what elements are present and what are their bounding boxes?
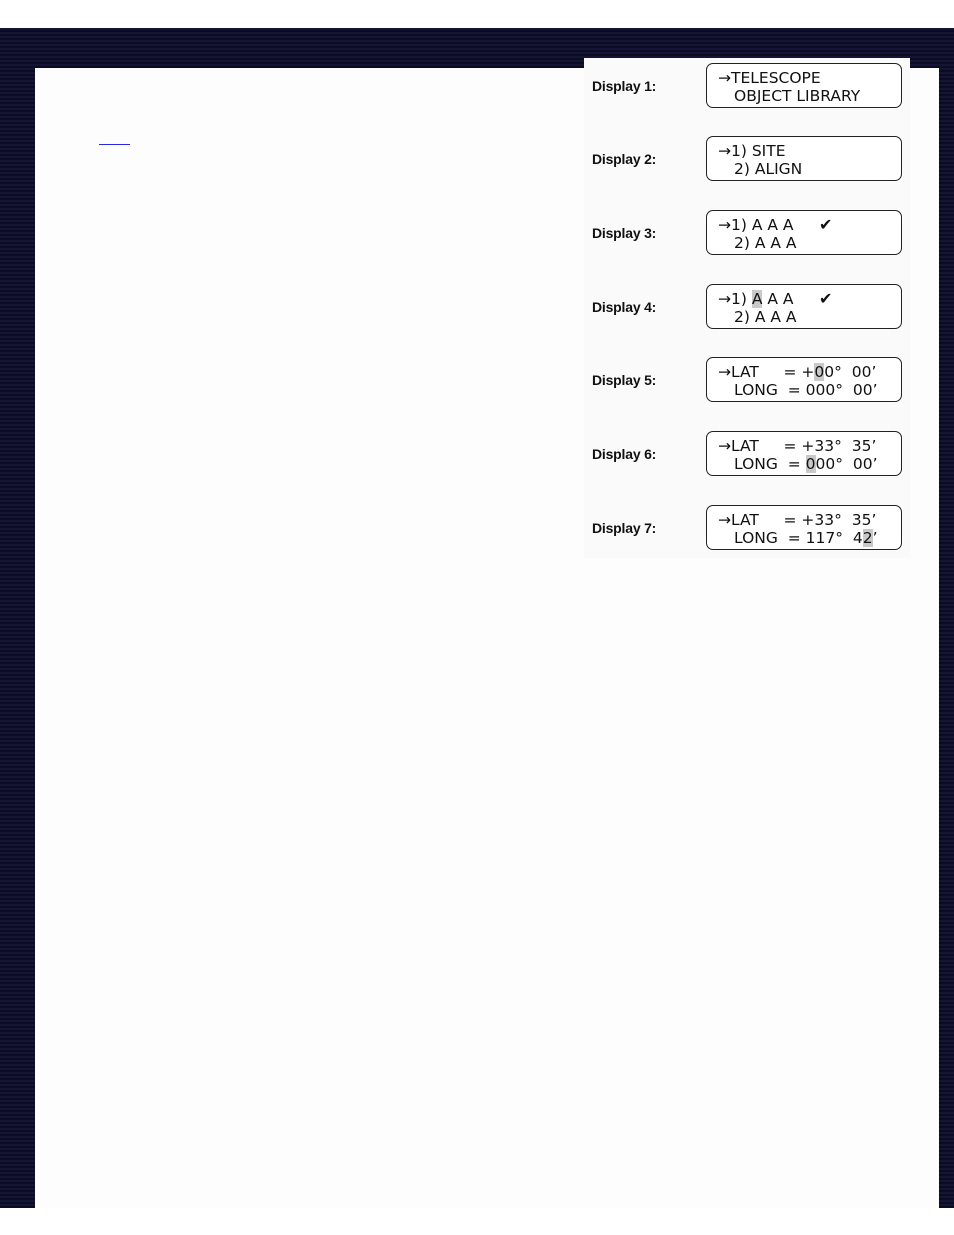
display-row-7	[584, 500, 910, 552]
lcd-text: 1)	[731, 290, 752, 308]
arrow-icon: →	[718, 216, 731, 234]
lcd-line-1	[718, 216, 794, 234]
lcd-text: LAT = +	[731, 363, 815, 381]
display-row-3	[584, 205, 910, 257]
lcd-screen	[706, 210, 902, 255]
lcd-line-1	[718, 511, 876, 529]
page-link[interactable]	[99, 130, 130, 145]
lcd-text: 2) A A A	[734, 308, 797, 326]
lcd-line-2	[734, 87, 860, 105]
lcd-text: 2) A A A	[734, 234, 797, 252]
lcd-screen	[706, 136, 902, 181]
display-row-2	[584, 131, 910, 183]
display-label: Display 1:	[592, 78, 657, 94]
lcd-text: 1) A A A	[731, 216, 794, 234]
arrow-icon: →	[718, 363, 731, 381]
lcd-line-1	[718, 69, 821, 87]
lcd-screen	[706, 431, 902, 476]
lcd-text: 2) ALIGN	[734, 160, 803, 178]
lcd-text: A A	[762, 290, 794, 308]
display-label: Display 4:	[592, 299, 657, 315]
lcd-display-panel	[584, 58, 910, 558]
display-label: Display 7:	[592, 520, 657, 536]
lcd-text: LAT = +33° 35’	[731, 511, 877, 529]
lcd-line-2	[734, 234, 797, 252]
checkmark-icon: ✔	[819, 289, 833, 308]
lcd-line-2	[734, 455, 878, 473]
cursor-highlight: 0	[805, 455, 816, 473]
lcd-line-1	[718, 142, 786, 160]
lcd-text: LONG = 117° 4	[734, 529, 863, 547]
lcd-text: ’	[872, 529, 878, 547]
display-row-6	[584, 426, 910, 478]
arrow-icon: →	[718, 437, 731, 455]
lcd-text: TELESCOPE	[731, 69, 821, 87]
lcd-line-2	[734, 529, 878, 547]
display-label: Display 3:	[592, 225, 657, 241]
lcd-text: LONG = 000° 00’	[734, 381, 878, 399]
lcd-text: LAT = +33° 35’	[731, 437, 877, 455]
cursor-highlight: A	[751, 290, 763, 308]
lcd-line-1	[718, 290, 794, 308]
lcd-text: 1) SITE	[731, 142, 786, 160]
display-row-5	[584, 352, 910, 404]
arrow-icon: →	[718, 142, 731, 160]
lcd-screen	[706, 357, 902, 402]
arrow-icon: →	[718, 69, 731, 87]
cursor-highlight: 0	[814, 363, 825, 381]
checkmark-icon: ✔	[819, 215, 833, 234]
arrow-icon: →	[718, 290, 731, 308]
lcd-line-1	[718, 437, 876, 455]
display-row-1	[584, 58, 910, 110]
lcd-text: OBJECT LIBRARY	[734, 87, 861, 105]
lcd-screen	[706, 63, 902, 108]
display-label: Display 2:	[592, 151, 657, 167]
lcd-text: 0° 00’	[824, 363, 877, 381]
lcd-line-1	[718, 363, 876, 381]
lcd-screen	[706, 505, 902, 550]
arrow-icon: →	[718, 511, 731, 529]
lcd-line-2	[734, 160, 802, 178]
lcd-line-2	[734, 308, 797, 326]
display-label: Display 6:	[592, 446, 657, 462]
display-label: Display 5:	[592, 372, 657, 388]
lcd-line-2	[734, 381, 878, 399]
cursor-highlight: 2	[862, 529, 873, 547]
lcd-text: 00° 00’	[815, 455, 878, 473]
lcd-text: LONG =	[734, 455, 806, 473]
display-row-4	[584, 279, 910, 331]
lcd-screen	[706, 284, 902, 329]
